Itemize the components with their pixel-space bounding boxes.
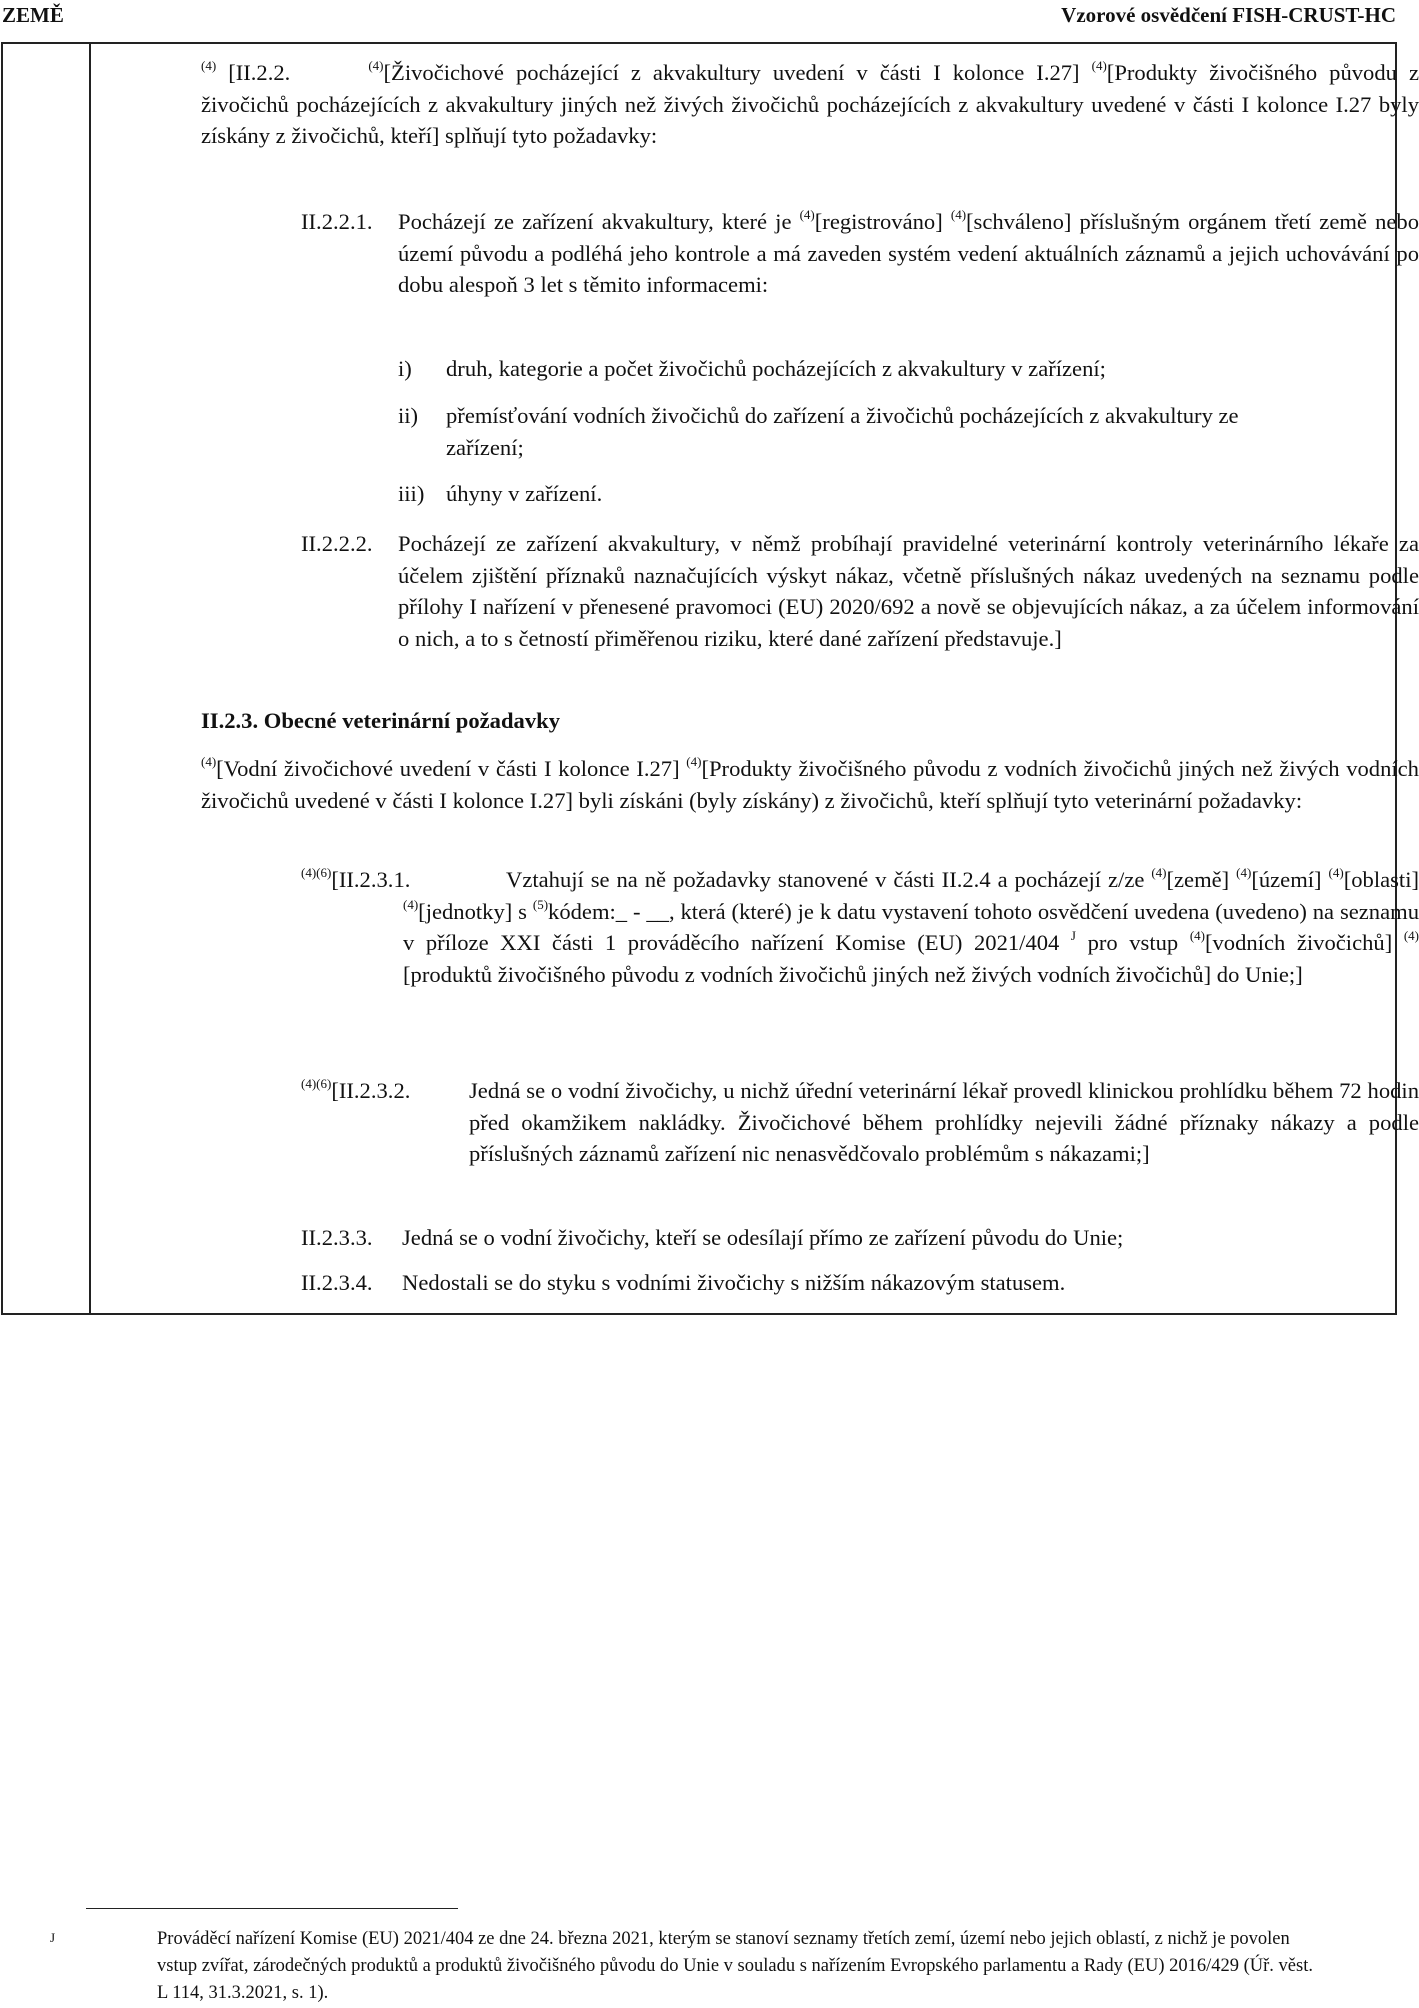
section-code: II.2.3.4. bbox=[301, 1270, 373, 1295]
list-item-mark: iii) bbox=[398, 481, 425, 506]
section-II-2-3-intro: $^{(4)}$[Vodní živočichové uvedení v části I kolonce I.27] $^{(4)}$[Produkty živočišného původu z vodních živočichů jiných než živých vodních živočichů uvedené v části I kolonce I.27] byli získáni (byly získány) z živočichů, kteří splňují tyto veterinární požadavky: bbox=[201, 754, 1419, 813]
section-II-2-3-3-text: Jedná se o vodní živočichy, kteří se odesílají přímo ze zařízení původu do Unie; bbox=[402, 1225, 1124, 1250]
section-II-2-3-2-text: Jedná se o vodní živočichy, u nichž úřední veterinární lékař provedl klinickou prohlídku během 72 hodin před okamžikem nakládky. Živočichové během prohlídky nejevili žádné příznaky nákazy a podle příslušných záznamů zařízení nic nenasvědčovalo problémům s nákazami;] bbox=[469, 1078, 1419, 1166]
footnote-text: Prováděcí nařízení Komise (EU) 2021/404 ze dne 24. března 2021, kterým se stanoví seznamy třetích zemí, území nebo jejich oblastí, z nichž je povolen vstup zvířat, zárodečných produktů a produktů živočišného původu do Unie v souladu s nařízením Evropského parlamentu a Rady (EU) 2016/429 (Úř. věst. L 114, 31.3.2021, s. 1). bbox=[157, 1929, 1313, 2003]
footnote-divider bbox=[86, 1908, 458, 1909]
footnote-mark: J bbox=[50, 1930, 56, 1945]
list-item-mark: i) bbox=[398, 356, 412, 381]
section-code: $^{(4)(6)}$[II.2.3.2. bbox=[301, 1076, 411, 1103]
section-code: II.2.2.2. bbox=[301, 531, 373, 556]
section-code: $^{(4)(6)}$[II.2.3.1. bbox=[301, 865, 411, 892]
list-item-mark: ii) bbox=[398, 403, 419, 428]
list-item: přemísťování vodních živočichů do zařízení a živočichů pocházejících z akvakultury ze zařízení; bbox=[446, 403, 1239, 460]
section-II-2-2-1-text: Pocházejí ze zařízení akvakultury, které je $^{(4)}$[registrováno] $^{(4)}$[schváleno] příslušným orgánem třetí země nebo území původu a podléhá jeho kontrole a má zaveden systém vedení aktuálních záznamů a jejich uchovávání po dobu alespoň 3 let s těmito informacemi: bbox=[398, 207, 1419, 297]
certificate-header: Vzorové osvědčení FISH-CRUST-HC bbox=[1061, 3, 1396, 27]
column-divider bbox=[89, 44, 91, 1313]
section-II-2-3-4-text: Nedostali se do styku s vodními živočichy s nižším nákazovým statusem. bbox=[402, 1270, 1066, 1295]
list-item: úhyny v zařízení. bbox=[446, 481, 603, 506]
section-heading: II.2.3. Obecné veterinární požadavky bbox=[201, 708, 560, 733]
section-II-2-2: $^{(4)}$ [II.2.2. $^{(4)}$[Živočichové pocházející z akvakultury uvedení v části I kolonce I.27] $^{(4)}$[Produkty živočišného původu z živočichů pocházejících z akvakultury jiných než živých živočichů pocházejících z akvakultury uvedené v části I kolonce I.27 byly získány z živočichů, kteří] splňují tyto požadavky: bbox=[201, 58, 1419, 148]
section-II-2-3-1-text: Vztahují se na ně požadavky stanovené v části II.2.4 a pocházejí z/ze $^{(4)}$[země] $^{(4)}$[území] $^{(4)}$[oblasti] $^{(4)}$[jednotky] s $^{(5)}$kódem:_ - __, která (které) je k datu vystavení tohoto osvědčení uvedena (uvedeno) na seznamu v příloze XXI části 1 prováděcího nařízení Komise (EU) 2021/404 $^J$ pro vstup $^{(4)}$[vodních živočichů] $^{(4)}$[produktů živočišného původu z vodních živočichů jiných než živých vodních živočichů] do Unie;] bbox=[403, 865, 1419, 987]
country-header: ZEMĚ bbox=[2, 3, 64, 27]
section-code: [II.2.2. bbox=[228, 60, 291, 85]
section-code: II.2.2.1. bbox=[301, 209, 373, 234]
list-item: druh, kategorie a počet živočichů pocházejících z akvakultury v zařízení; bbox=[446, 356, 1106, 381]
section-code: II.2.3.3. bbox=[301, 1225, 373, 1250]
section-II-2-2-2-text: Pocházejí ze zařízení akvakultury, v němž probíhají pravidelné veterinární kontroly veterinárního lékaře za účelem zjištění příznaků naznačujících výskyt nákaz, včetně příslušných nákaz uvedených na seznamu podle přílohy I nařízení v přenesené pravomoci (EU) 2020/692 a nově se objevujících nákaz, a za účelem informování o nich, a to s četností přiměřenou riziku, které dané zařízení představuje.] bbox=[398, 531, 1419, 651]
